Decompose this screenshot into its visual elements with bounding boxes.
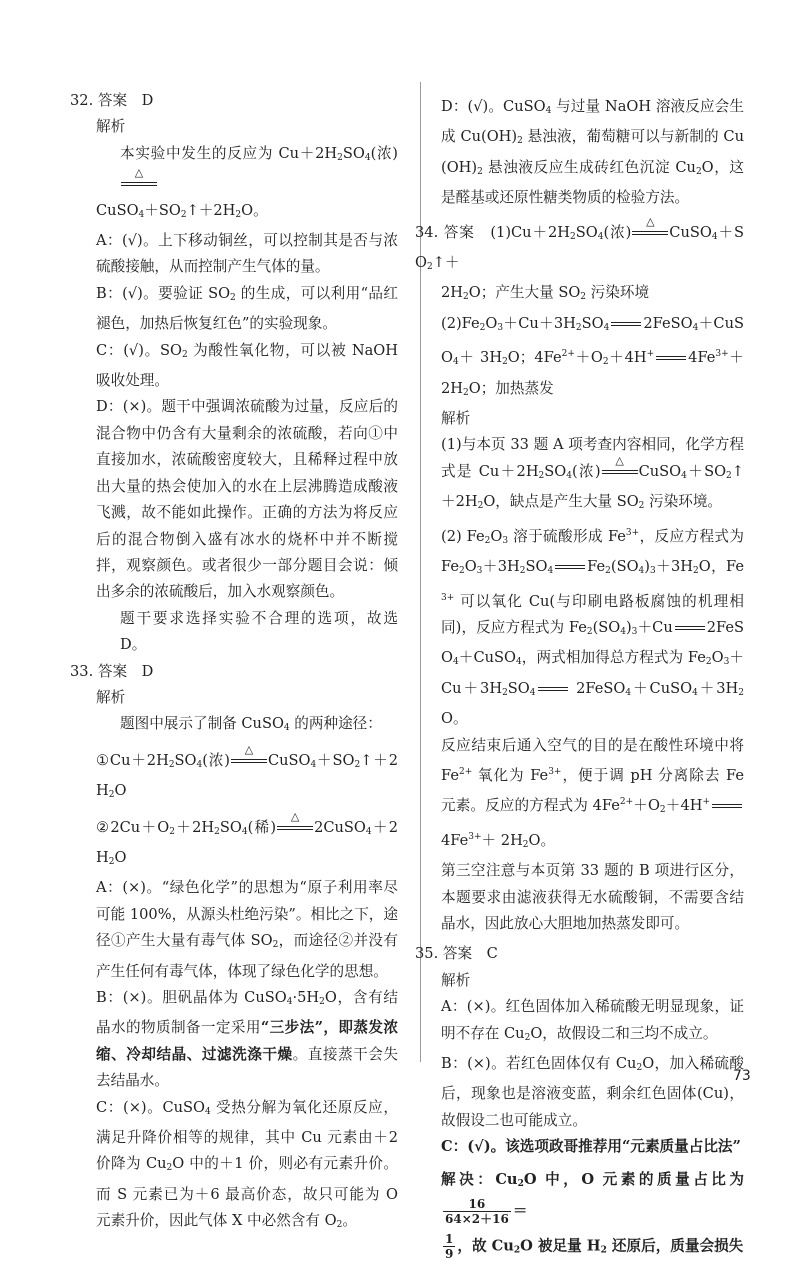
equals-sign — [673, 621, 707, 635]
q33-route2: $②2Cu+O_2+2H_2SO_4$(稀) △ $2CuSO_4+2H_2O$ — [96, 809, 398, 867]
q35-answer: 35. 答案 C — [415, 945, 498, 963]
equals-sign — [553, 560, 587, 574]
equals-sign — [609, 317, 643, 331]
q33-route1: $①Cu+2H_2SO_4$(浓) △ $CuSO_4+SO_2↑+2H_2O$ — [96, 742, 399, 801]
q33-option-a: A：(×)。“绿色化学”的思想为“原子利用率尽可能 100%，从源头杜绝污染”。相比之下，途径①产生大量有毒气体 $SO_2$，而途径②并没有产生任何有毒气体，体现了绿色化学的思想。 — [96, 879, 398, 980]
equals-sign — [654, 351, 688, 365]
q34-analysis-2: (2) $Fe_2O_3$ 溶于硫酸形成 $Fe^{3+}$，反应方程式为 $Fe_2O_3+3H_2SO_4$ $Fe_2(SO_4)_3+3H_2O$，$Fe^{3+}$ 可以氧化 Cu(与印刷电路板腐蚀的机理相同)，反应方程式为 $Fe_2(SO_4)_3+Cu$ 2FeSO$_4$＋CuSO$_4$，两式相加得总方程式为 $Fe_2O_3+Cu+3H_2SO_4$ $2FeSO_4+CuSO_4+3H_2O$。 — [441, 527, 745, 728]
left-column — [70, 88, 399, 1239]
heat-equals-sign: △ — [120, 177, 158, 191]
q32-option-b: B：(√)。要验证 $SO_2$ 的生成，可以利用“品红褪色，加热后恢复红色”的实验现象。 — [96, 284, 398, 333]
q32-option-d-continued: D：(√)。CuSO$_4$ 与过量 NaOH 溶液反应会生成 $Cu(OH)_2$ 悬浊液，葡萄糖可以与新制的 $Cu(OH)_2$ 悬浊液反应生成砖红色沉淀 $Cu_2O$，这是醛基或还原性糖类物质的检验方法。 — [441, 98, 744, 207]
page-number: 73 — [733, 1068, 751, 1084]
q35-option-b: B：(×)。若红色固体仅有 $Cu_2O$，加入稀硫酸后，现象也是溶液变蓝，剩余红色固体(Cu)，故假设二也可能成立。 — [441, 1055, 744, 1129]
q35-option-c-calc2: $\frac{1}{9}$ ，故 $Cu_2O$ 被足量 $H_2$ 还原后，质量会损失 — [445, 1232, 744, 1262]
heat-equals-sign: △ — [631, 226, 669, 240]
right-column — [415, 94, 745, 1264]
q34-answer-line2: $2H_2O$；产生大量 $SO_2$ 污染环境 — [441, 284, 650, 303]
q32-option-a: A：(√)。上下移动铜丝，可以控制其是否与浓硫酸接触，从而控制产生气体的量。 — [96, 232, 398, 276]
heat-equals-sign: △ — [230, 754, 268, 768]
q32-option-c: C：(√)。$SO_2$ 为酸性氧化物，可以被 NaOH 吸收处理。 — [96, 341, 398, 390]
q33-jiexi-label: 解析 — [96, 688, 126, 706]
q35-option-c-calc: 解决：$Cu_2O$ 中，O 元素的质量占比为 $\frac{16}{64\times 2+16}$ ＝ — [441, 1170, 745, 1227]
q34-analysis-3: 反应结束后通入空气的目的是在酸性环境中将 $Fe^{2+}$ 氧化为 $Fe^{3+}$，便于调 pH 分离除去 Fe 元素。反应的方程式为 $4Fe^{2+}+O_2+4H^+$ $4Fe^{3+}+ 2H_2O$。 — [441, 736, 744, 850]
q34-answer-line1: 34. 答案 $(1)Cu+2H_2SO_4$(浓) △ $CuSO_4+SO_2↑+$ — [415, 214, 744, 273]
mass-fraction: $\frac{16}{64\times 2+16}$ — [445, 1197, 509, 1227]
q32-answer: 32. 答案 D — [70, 92, 154, 109]
q32-reaction-line2: $CuSO_4+SO_2↑+2H_2O$。 — [96, 201, 268, 220]
q33-option-b: B：(×)。胆矾晶体为 $CuSO_4\cdot 5H_2O$，含有结晶水的物质制备一定采用“三步法”，即蒸发浓缩、冷却结晶、过滤洗涤干燥。直接蒸干会失去结晶水。 — [96, 989, 399, 1090]
q32-reaction-line1: 本实验中发生的反应为 $Cu+2H_2SO_4$(浓) △ — [96, 141, 398, 198]
q33-intro: 题图中展示了制备 CuSO$_4$ 的两种途径： — [120, 715, 382, 734]
q35-option-a: A：(×)。红色固体加入稀硫酸无明显现象，证明不存在 $Cu_2O$，故假设二和三均不成立。 — [441, 998, 744, 1043]
q32-option-d: D：(×)。题干中强调浓硫酸为过量，反应后的混合物中仍含有大量剩余的浓硫酸，若向①中直接加水，浓硫酸密度较大，且稀释过程中放出大量的热会使加入的水在上层沸腾造成酸液飞溅，故不能如此操作。正确的方法为将反应后的混合物倒入盛有冰水的烧杯中并不断搅拌，观察颜色。或者很少一部分题目会说：倾出多余的浓硫酸后，加入水观察颜色。 — [96, 398, 398, 601]
q35-option-c: C：(√)。该选项政哥推荐用“元素质量占比法” — [441, 1138, 741, 1156]
q34-analysis-4: 第三空注意与本页第 33 题的 B 项进行区分，本题要求由滤液获得无水硫酸铜，不需要含结晶水，因此放心大胆地加热蒸发即可。 — [441, 862, 744, 932]
q34-analysis-1: (1)与本页 33 题 A 项考查内容相同，化学方程式是 $Cu+2H_2SO_4$(浓) △ $CuSO_4+SO_2↑+2H_2O$，缺点是产生大量 $SO_2$ 污染环境。 — [441, 436, 745, 512]
one-ninth-fraction: $\frac{1}{9}$ — [445, 1232, 454, 1262]
q34-answer-part2: $(2)Fe_2O_3+Cu+3H_2SO_4$ 2FeSO$_4$＋CuSO$_4$＋ $3H_2O$；$4Fe^{2+}+O_2+4H^+$ $4Fe^{3+}+2H_2O$；加热蒸发 — [441, 314, 744, 398]
q33-option-c: C：(×)。CuSO$_4$ 受热分解为氧化还原反应，满足升降价相等的规律，其中 Cu 元素由＋2 价降为 $Cu_2O$ 中的＋1 价，则必有元素升价。而 S 元素已为＋6 最高价态，故只可能为 O 元素升价，因此气体 X 中必然含有 $O_2$。 — [96, 1098, 398, 1231]
heat-equals-sign: △ — [601, 465, 639, 479]
q32-conclusion: 题干要求选择实验不合理的选项，故选 D。 — [120, 609, 398, 654]
q32-jiexi-label: 解析 — [96, 118, 126, 136]
equals-sign — [710, 799, 744, 813]
equals-sign — [536, 682, 570, 696]
heat-equals-sign: △ — [276, 821, 314, 835]
q35-jiexi-label: 解析 — [441, 971, 471, 989]
q34-jiexi-label: 解析 — [441, 410, 471, 428]
q33-answer: 33. 答案 D — [70, 662, 154, 680]
